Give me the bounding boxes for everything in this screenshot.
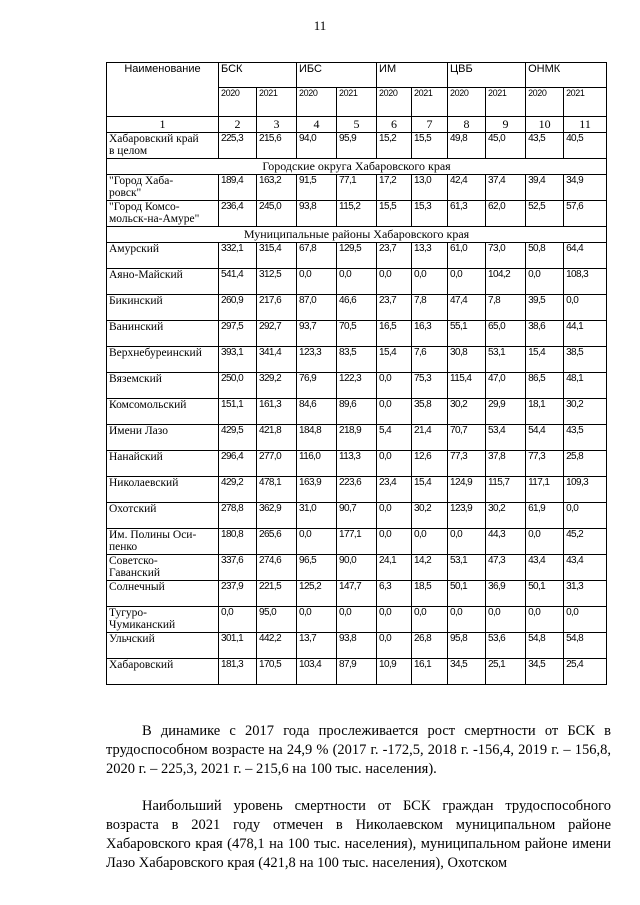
table-cell: 53,1 — [486, 347, 526, 373]
table-cell: 0,0 — [297, 269, 337, 295]
table-cell: 163,9 — [297, 477, 337, 503]
table-cell: 62,0 — [486, 201, 526, 227]
table-cell: 31,0 — [297, 503, 337, 529]
table-cell: 61,9 — [526, 503, 564, 529]
row-name: Верхнебуреинский — [107, 347, 219, 373]
table-cell: 16,3 — [412, 321, 448, 347]
table-cell: 0,0 — [377, 607, 412, 633]
column-number: 9 — [486, 117, 526, 133]
column-group-header: ИМ — [377, 63, 448, 88]
table-cell: 0,0 — [448, 269, 486, 295]
table-cell: 442,2 — [257, 633, 297, 659]
table-row — [107, 633, 607, 659]
table-cell: 26,8 — [412, 633, 448, 659]
table-cell: 54,4 — [526, 425, 564, 451]
row-name: Имени Лазо — [107, 425, 219, 451]
table-cell: 0,0 — [337, 269, 377, 295]
paragraph-dynamics: В динамике с 2017 года прослеживается рост смертности от БСК в трудоспособном возрасте на 24,9 % (2017 г. -172,5, 2018 г. -156,4, 2019 г. – 156,8, 2020 г. – 225,3, 2021 г. – 215,6 на 100 тыс. населения). — [106, 723, 611, 777]
table-cell: 217,6 — [257, 295, 297, 321]
table-cell: 25,1 — [486, 659, 526, 685]
table-row — [107, 581, 607, 607]
table-cell: 36,9 — [486, 581, 526, 607]
table-cell: 125,2 — [297, 581, 337, 607]
year-header: 2020 — [377, 88, 412, 117]
year-header: 2021 — [337, 88, 377, 117]
table-cell: 67,8 — [297, 243, 337, 269]
table-cell: 170,5 — [257, 659, 297, 685]
table-cell: 108,3 — [564, 269, 607, 295]
table-cell: 225,3 — [219, 133, 257, 159]
row-name: Ванинский — [107, 321, 219, 347]
table-cell: 0,0 — [219, 607, 257, 633]
year-header: 2020 — [448, 88, 486, 117]
table-cell: 30,2 — [564, 399, 607, 425]
page-number: 11 — [313, 18, 327, 33]
table-cell: 0,0 — [297, 607, 337, 633]
table-cell: 0,0 — [564, 607, 607, 633]
table-cell: 54,8 — [564, 633, 607, 659]
table-cell: 23,4 — [377, 477, 412, 503]
table-cell: 65,0 — [486, 321, 526, 347]
table-cell: 43,4 — [526, 555, 564, 581]
table-cell: 0,0 — [377, 633, 412, 659]
table-cell: 42,4 — [448, 175, 486, 201]
table-cell: 90,0 — [337, 555, 377, 581]
table-cell: 124,9 — [448, 477, 486, 503]
table-cell: 23,7 — [377, 243, 412, 269]
table-cell: 0,0 — [486, 607, 526, 633]
table-cell: 109,3 — [564, 477, 607, 503]
table-cell: 215,6 — [257, 133, 297, 159]
table-cell: 421,8 — [257, 425, 297, 451]
table-cell: 34,5 — [448, 659, 486, 685]
table-cell: 250,0 — [219, 373, 257, 399]
table-cell: 7,8 — [486, 295, 526, 321]
table-cell: 50,8 — [526, 243, 564, 269]
row-name: Комсомольский — [107, 399, 219, 425]
year-header: 2021 — [564, 88, 607, 117]
table-cell: 30,2 — [412, 503, 448, 529]
table-row — [107, 269, 607, 295]
table-cell: 147,7 — [337, 581, 377, 607]
table-cell: 115,7 — [486, 477, 526, 503]
table-cell: 337,6 — [219, 555, 257, 581]
table-row — [107, 503, 607, 529]
column-number: 10 — [526, 117, 564, 133]
table-cell: 90,7 — [337, 503, 377, 529]
table-row — [107, 451, 607, 477]
table-cell: 14,2 — [412, 555, 448, 581]
table-cell: 236,4 — [219, 201, 257, 227]
table-cell: 17,2 — [377, 175, 412, 201]
table-row — [107, 175, 607, 201]
table-cell: 50,1 — [526, 581, 564, 607]
table-cell: 0,0 — [412, 269, 448, 295]
row-name: Бикинский — [107, 295, 219, 321]
table-cell: 122,3 — [337, 373, 377, 399]
row-name: "Город Комсо- мольск-на-Амуре" — [107, 201, 219, 227]
table-cell: 16,5 — [377, 321, 412, 347]
table-row — [107, 529, 607, 555]
table-cell: 123,3 — [297, 347, 337, 373]
table-cell: 0,0 — [377, 373, 412, 399]
table-cell: 84,6 — [297, 399, 337, 425]
table-cell: 151,1 — [219, 399, 257, 425]
table-cell: 89,6 — [337, 399, 377, 425]
table-cell: 297,5 — [219, 321, 257, 347]
year-header: 2020 — [526, 88, 564, 117]
table-cell: 43,5 — [564, 425, 607, 451]
table-cell: 274,6 — [257, 555, 297, 581]
row-name: Им. Полины Оси- пенко — [107, 529, 219, 555]
table-cell: 0,0 — [377, 451, 412, 477]
table-row — [107, 295, 607, 321]
table-cell: 237,9 — [219, 581, 257, 607]
table-cell: 95,0 — [257, 607, 297, 633]
section-label: Городские округа Хабаровского края — [107, 159, 607, 175]
table-cell: 0,0 — [564, 295, 607, 321]
table-cell: 0,0 — [526, 529, 564, 555]
table-cell: 341,4 — [257, 347, 297, 373]
table-cell: 24,1 — [377, 555, 412, 581]
table-cell: 0,0 — [412, 607, 448, 633]
table-cell: 57,6 — [564, 201, 607, 227]
column-number: 3 — [257, 117, 297, 133]
table-row — [107, 243, 607, 269]
column-number: 6 — [377, 117, 412, 133]
row-name: Солнечный — [107, 581, 219, 607]
column-header-name: Наименование — [107, 63, 219, 117]
table-cell: 39,5 — [526, 295, 564, 321]
table-cell: 301,1 — [219, 633, 257, 659]
table-cell: 93,8 — [297, 201, 337, 227]
table-cell: 25,8 — [564, 451, 607, 477]
table-cell: 31,3 — [564, 581, 607, 607]
year-header: 2021 — [486, 88, 526, 117]
column-number: 5 — [337, 117, 377, 133]
table-cell: 43,4 — [564, 555, 607, 581]
table-row — [107, 659, 607, 685]
table-cell: 39,4 — [526, 175, 564, 201]
table-cell: 47,4 — [448, 295, 486, 321]
table-row — [107, 373, 607, 399]
table-cell: 115,4 — [448, 373, 486, 399]
table-cell: 53,1 — [448, 555, 486, 581]
table-cell: 478,1 — [257, 477, 297, 503]
table-row — [107, 477, 607, 503]
table-cell: 0,0 — [377, 399, 412, 425]
table-cell: 44,1 — [564, 321, 607, 347]
column-number: 8 — [448, 117, 486, 133]
table-cell: 64,4 — [564, 243, 607, 269]
year-header: 2021 — [412, 88, 448, 117]
table-cell: 221,5 — [257, 581, 297, 607]
table-cell: 12,6 — [412, 451, 448, 477]
table-cell: 49,8 — [448, 133, 486, 159]
column-number: 1 — [107, 117, 219, 133]
table-cell: 53,4 — [486, 425, 526, 451]
table-cell: 161,3 — [257, 399, 297, 425]
table-cell: 76,9 — [297, 373, 337, 399]
table-cell: 329,2 — [257, 373, 297, 399]
table-cell: 54,8 — [526, 633, 564, 659]
row-name: "Город Хаба- ровск" — [107, 175, 219, 201]
table-cell: 45,0 — [486, 133, 526, 159]
table-cell: 47,3 — [486, 555, 526, 581]
table-cell: 0,0 — [448, 529, 486, 555]
table-cell: 83,5 — [337, 347, 377, 373]
column-group-header: ЦВБ — [448, 63, 526, 88]
table-cell: 86,5 — [526, 373, 564, 399]
section-row — [107, 227, 607, 243]
column-group-header: ОНМК — [526, 63, 607, 88]
table-cell: 15,5 — [412, 133, 448, 159]
table-cell: 129,5 — [337, 243, 377, 269]
table-cell: 96,5 — [297, 555, 337, 581]
table-cell: 6,3 — [377, 581, 412, 607]
table-cell: 34,9 — [564, 175, 607, 201]
table-cell: 265,6 — [257, 529, 297, 555]
table-cell: 37,4 — [486, 175, 526, 201]
row-name: Нанайский — [107, 451, 219, 477]
table-cell: 123,9 — [448, 503, 486, 529]
table-cell: 163,2 — [257, 175, 297, 201]
table-cell: 541,4 — [219, 269, 257, 295]
table-cell: 15,3 — [412, 201, 448, 227]
table-cell: 25,4 — [564, 659, 607, 685]
year-header: 2021 — [257, 88, 297, 117]
table-cell: 30,8 — [448, 347, 486, 373]
table-cell: 29,9 — [486, 399, 526, 425]
table-cell: 93,8 — [337, 633, 377, 659]
table-row — [107, 321, 607, 347]
table-cell: 48,1 — [564, 373, 607, 399]
table-cell: 50,1 — [448, 581, 486, 607]
row-name: Советско- Гаванский — [107, 555, 219, 581]
table-cell: 13,0 — [412, 175, 448, 201]
table-cell: 94,0 — [297, 133, 337, 159]
table-cell: 16,1 — [412, 659, 448, 685]
table-cell: 15,4 — [412, 477, 448, 503]
table-cell: 0,0 — [564, 503, 607, 529]
table-cell: 13,3 — [412, 243, 448, 269]
paragraph-highest-mortality: Наибольший уровень смертности от БСК граждан трудоспособного возраста в 2021 году отмечен в Николаевском муниципальном районе Хабаровского края (478,1 на 100 тыс. населения), муниципальном районе имени Лазо Хабаровского края (421,8 на 100 тыс. населения), Охотском — [106, 798, 611, 871]
table-cell: 77,1 — [337, 175, 377, 201]
table-cell: 362,9 — [257, 503, 297, 529]
table-cell: 91,5 — [297, 175, 337, 201]
section-label: Муниципальные районы Хабаровского края — [107, 227, 607, 243]
table-cell: 296,4 — [219, 451, 257, 477]
table-cell: 5,4 — [377, 425, 412, 451]
table-row — [107, 201, 607, 227]
table-cell: 37,8 — [486, 451, 526, 477]
table-cell: 75,3 — [412, 373, 448, 399]
table-cell: 34,5 — [526, 659, 564, 685]
table-cell: 15,5 — [377, 201, 412, 227]
table-cell: 104,2 — [486, 269, 526, 295]
table-cell: 278,8 — [219, 503, 257, 529]
table-cell: 44,3 — [486, 529, 526, 555]
table-cell: 21,4 — [412, 425, 448, 451]
table-cell: 260,9 — [219, 295, 257, 321]
table-cell: 40,5 — [564, 133, 607, 159]
table-cell: 184,8 — [297, 425, 337, 451]
column-number: 11 — [564, 117, 607, 133]
table-cell: 15,2 — [377, 133, 412, 159]
row-name: Амурский — [107, 243, 219, 269]
table-cell: 393,1 — [219, 347, 257, 373]
table-cell: 18,1 — [526, 399, 564, 425]
row-name: Хабаровский край в целом — [107, 133, 219, 159]
section-row — [107, 159, 607, 175]
table-cell: 0,0 — [526, 269, 564, 295]
table-cell: 223,6 — [337, 477, 377, 503]
row-name: Хабаровский — [107, 659, 219, 685]
table-cell: 7,6 — [412, 347, 448, 373]
table-cell: 43,5 — [526, 133, 564, 159]
table-cell: 70,7 — [448, 425, 486, 451]
table-cell: 18,5 — [412, 581, 448, 607]
row-name: Охотский — [107, 503, 219, 529]
table-row — [107, 399, 607, 425]
table-cell: 245,0 — [257, 201, 297, 227]
table-cell: 0,0 — [297, 529, 337, 555]
table-cell: 429,5 — [219, 425, 257, 451]
table-cell: 181,3 — [219, 659, 257, 685]
table-cell: 189,4 — [219, 175, 257, 201]
table-row — [107, 347, 607, 373]
table-cell: 35,8 — [412, 399, 448, 425]
table-cell: 180,8 — [219, 529, 257, 555]
row-name: Вяземский — [107, 373, 219, 399]
table-cell: 55,1 — [448, 321, 486, 347]
table-cell: 77,3 — [448, 451, 486, 477]
table-cell: 0,0 — [377, 503, 412, 529]
table-cell: 332,1 — [219, 243, 257, 269]
table-row — [107, 425, 607, 451]
row-name: Николаевский — [107, 477, 219, 503]
table-row — [107, 555, 607, 581]
table-cell: 117,1 — [526, 477, 564, 503]
table-row — [107, 607, 607, 633]
table-cell: 77,3 — [526, 451, 564, 477]
table-cell: 177,1 — [337, 529, 377, 555]
table-cell: 73,0 — [486, 243, 526, 269]
table-cell: 0,0 — [377, 269, 412, 295]
column-number: 4 — [297, 117, 337, 133]
table-cell: 116,0 — [297, 451, 337, 477]
row-name: Тугуро- Чумиканский — [107, 607, 219, 633]
table-cell: 0,0 — [412, 529, 448, 555]
table-cell: 312,5 — [257, 269, 297, 295]
table-cell: 95,9 — [337, 133, 377, 159]
table-cell: 87,0 — [297, 295, 337, 321]
table-cell: 315,4 — [257, 243, 297, 269]
table-cell: 0,0 — [377, 529, 412, 555]
table-row — [107, 133, 607, 159]
table-cell: 95,8 — [448, 633, 486, 659]
table-cell: 93,7 — [297, 321, 337, 347]
row-name: Аяно-Майский — [107, 269, 219, 295]
table-cell: 7,8 — [412, 295, 448, 321]
table-cell: 115,2 — [337, 201, 377, 227]
table-cell: 15,4 — [526, 347, 564, 373]
table-cell: 0,0 — [526, 607, 564, 633]
table-cell: 30,2 — [448, 399, 486, 425]
table-cell: 0,0 — [337, 607, 377, 633]
year-header: 2020 — [297, 88, 337, 117]
column-group-header: БСК — [219, 63, 297, 88]
column-number: 7 — [412, 117, 448, 133]
table-cell: 70,5 — [337, 321, 377, 347]
table-cell: 52,5 — [526, 201, 564, 227]
table-cell: 429,2 — [219, 477, 257, 503]
table-cell: 38,5 — [564, 347, 607, 373]
table-cell: 13,7 — [297, 633, 337, 659]
table-cell: 218,9 — [337, 425, 377, 451]
row-name: Ульчский — [107, 633, 219, 659]
table-cell: 10,9 — [377, 659, 412, 685]
table-cell: 0,0 — [448, 607, 486, 633]
table-cell: 38,6 — [526, 321, 564, 347]
year-header: 2020 — [219, 88, 257, 117]
table-cell: 103,4 — [297, 659, 337, 685]
table-cell: 45,2 — [564, 529, 607, 555]
table-cell: 61,0 — [448, 243, 486, 269]
mortality-table — [106, 62, 607, 685]
table-cell: 30,2 — [486, 503, 526, 529]
table-cell: 47,0 — [486, 373, 526, 399]
table-cell: 277,0 — [257, 451, 297, 477]
table-cell: 53,6 — [486, 633, 526, 659]
table-cell: 61,3 — [448, 201, 486, 227]
table-cell: 113,3 — [337, 451, 377, 477]
table-cell: 15,4 — [377, 347, 412, 373]
table-cell: 23,7 — [377, 295, 412, 321]
table-cell: 87,9 — [337, 659, 377, 685]
table-cell: 46,6 — [337, 295, 377, 321]
table-cell: 292,7 — [257, 321, 297, 347]
column-group-header: ИБС — [297, 63, 377, 88]
column-number: 2 — [219, 117, 257, 133]
